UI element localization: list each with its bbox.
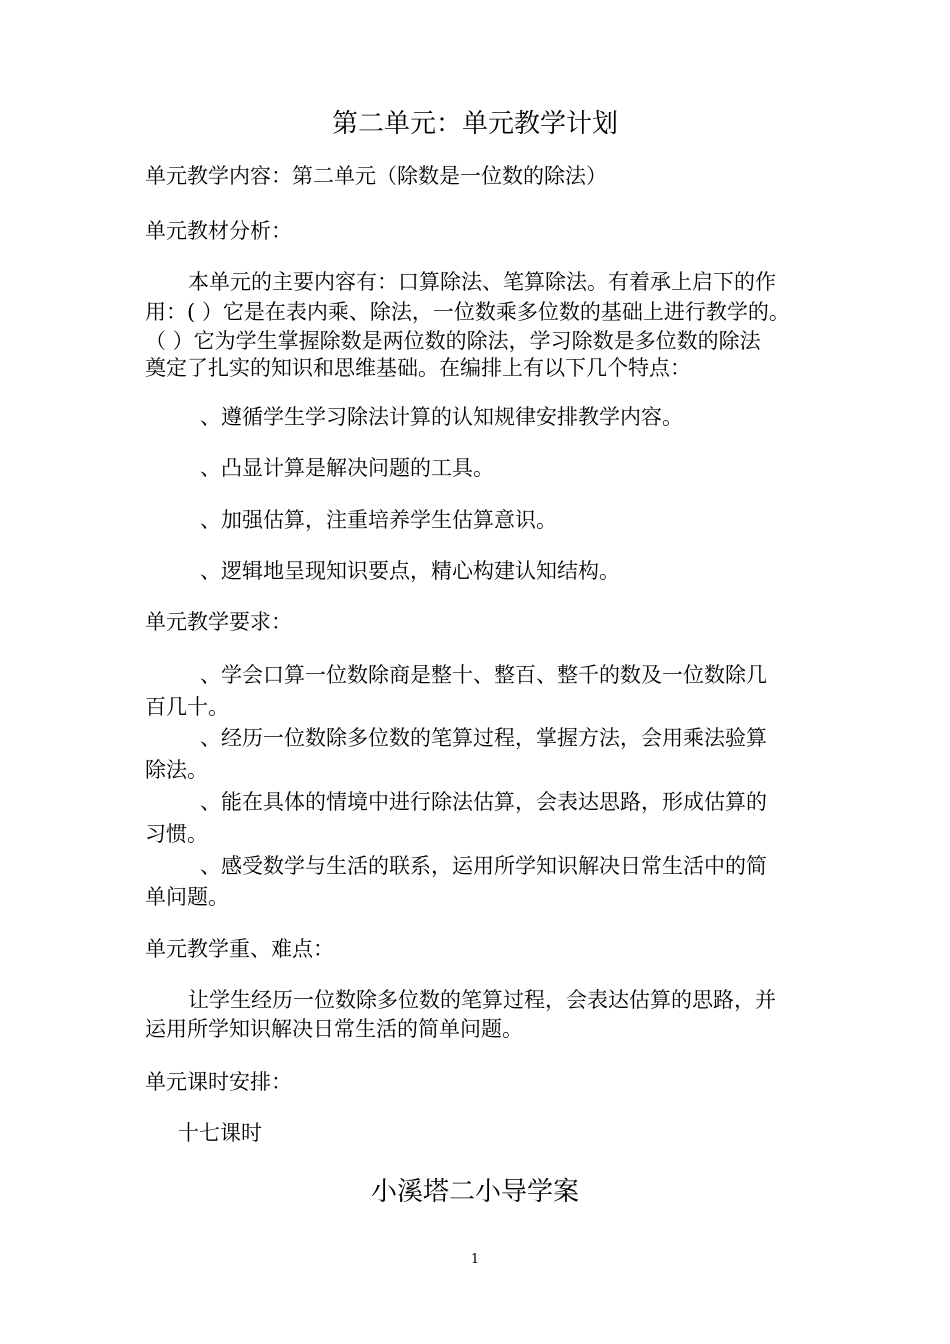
page-title: 第二单元：单元教学计划 bbox=[331, 109, 618, 139]
schedule-heading: 单元课时安排： bbox=[145, 1070, 292, 1094]
feature-item: 、遵循学生学习除法计算的认知规律安排教学内容。 bbox=[200, 405, 683, 429]
requirement-line: 百几十。 bbox=[145, 695, 229, 719]
requirement-line: 除法。 bbox=[145, 758, 208, 782]
requirement-line: 单问题。 bbox=[145, 885, 229, 909]
requirement-line: 、感受数学与生活的联系，运用所学知识解决日常生活中的简 bbox=[200, 854, 767, 878]
feature-item: 、逻辑地呈现知识要点，精心构建认知结构。 bbox=[200, 559, 620, 583]
analysis-heading: 单元教材分析： bbox=[145, 219, 292, 243]
requirement-line: 、经历一位数除多位数的笔算过程，掌握方法，会用乘法验算 bbox=[200, 726, 767, 750]
footer-title: 小溪塔二小导学案 bbox=[370, 1177, 579, 1207]
schedule-value: 十七课时 bbox=[178, 1121, 262, 1145]
feature-item: 、凸显计算是解决问题的工具。 bbox=[200, 456, 494, 480]
analysis-line: 用：( ）它是在表内乘、除法，一位数乘多位数的基础上进行教学的。 bbox=[145, 300, 790, 324]
analysis-line: 奠定了扎实的知识和思维基础。在编排上有以下几个特点： bbox=[145, 356, 691, 380]
key-heading: 单元教学重、难点： bbox=[145, 937, 334, 961]
requirement-line: 、能在具体的情境中进行除法估算，会表达思路，形成估算的 bbox=[200, 790, 767, 814]
requirement-line: 、学会口算一位数除商是整十、整百、整千的数及一位数除几 bbox=[200, 663, 767, 687]
page-number: 1 bbox=[470, 1252, 480, 1267]
key-line: 让学生经历一位数除多位数的笔算过程，会表达估算的思路，并 bbox=[188, 988, 776, 1012]
requirements-heading: 单元教学要求： bbox=[145, 610, 292, 634]
analysis-line: （ ）它为学生掌握除数是两位数的除法，学习除数是多位数的除法 bbox=[145, 329, 761, 353]
feature-item: 、加强估算，注重培养学生估算意识。 bbox=[200, 508, 557, 532]
analysis-line: 本单元的主要内容有：口算除法、笔算除法。有着承上启下的作 bbox=[188, 270, 776, 294]
requirement-line: 习惯。 bbox=[145, 822, 208, 846]
key-line: 运用所学知识解决日常生活的简单问题。 bbox=[145, 1017, 523, 1041]
content-line: 单元教学内容：第二单元（除数是一位数的除法） bbox=[145, 164, 607, 188]
